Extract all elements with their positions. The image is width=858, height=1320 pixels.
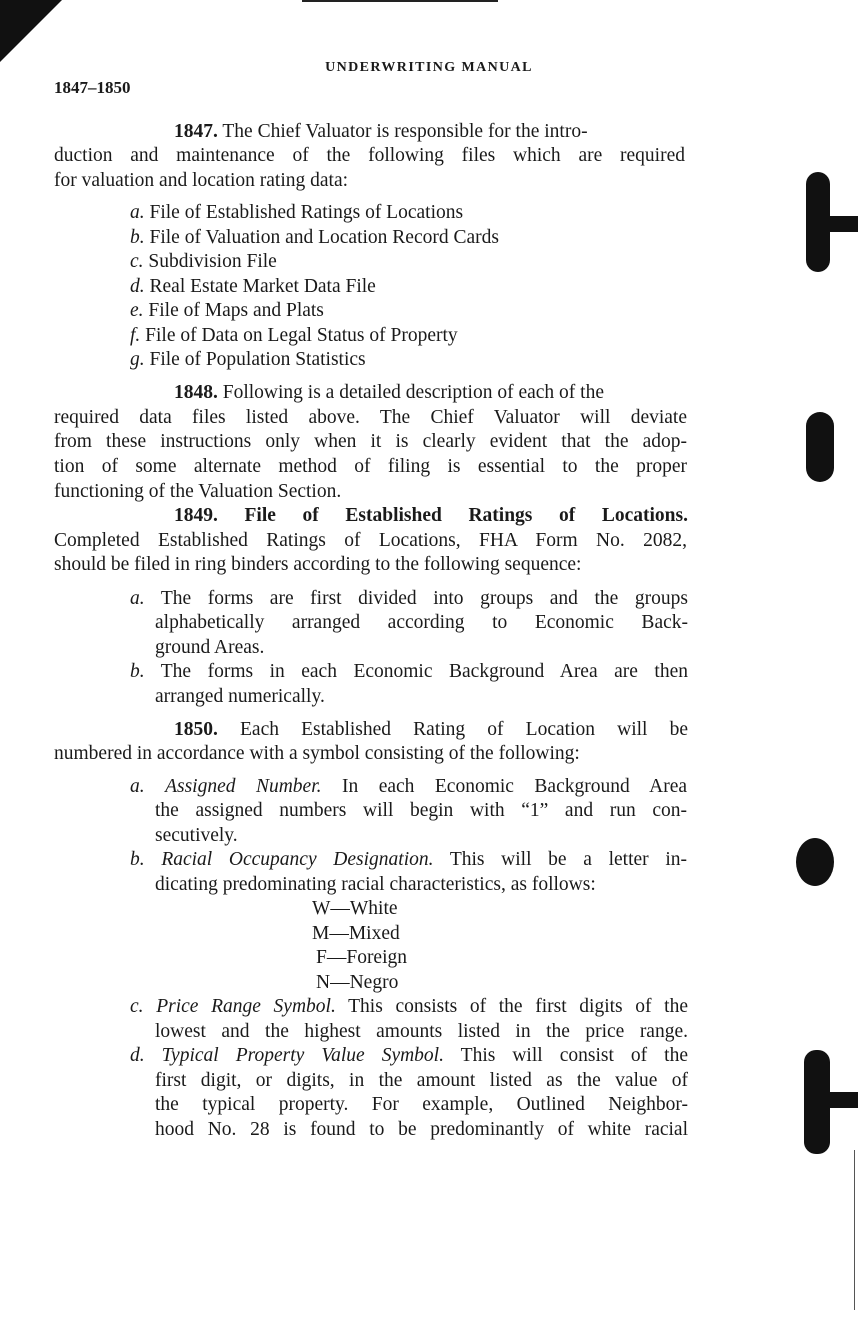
- racial-code: N—Negro: [316, 972, 399, 993]
- section-number: 1850.: [174, 719, 218, 740]
- paragraph-1850-line: 1850. Each Established Rating of Location will be: [174, 719, 688, 740]
- corner-shadow: [0, 0, 62, 62]
- page-edge: [854, 1150, 855, 1310]
- paragraph-1847-line: duction and maintenance of the following files which are required: [54, 145, 685, 166]
- list-item-continuation: ground Areas.: [155, 637, 265, 658]
- list-item: g. File of Population Statistics: [130, 349, 366, 370]
- page-range: 1847–1850: [54, 78, 131, 97]
- list-item: c. Price Range Symbol. This consists of the first digits of the: [130, 996, 689, 1017]
- list-item: b. The forms in each Economic Background Area are then: [130, 661, 688, 682]
- list-item: a. Assigned Number. In each Economic Background Area: [130, 776, 687, 797]
- section-number: 1848.: [174, 382, 218, 403]
- top-rule: [302, 0, 498, 2]
- paragraph-1849-line: should be filed in ring binders according to the following sequence:: [54, 554, 582, 575]
- paragraph-1850-line: numbered in accordance with a symbol consisting of the following:: [54, 743, 580, 764]
- list-item: c. Subdivision File: [130, 251, 277, 272]
- list-item-continuation: first digit, or digits, in the amount listed as the value of: [155, 1070, 688, 1091]
- list-item: a. The forms are first divided into groups and the groups: [130, 588, 688, 609]
- paragraph-1849-line: Completed Established Ratings of Locations, FHA Form No. 2082,: [54, 530, 687, 551]
- list-item-continuation: the assigned numbers will begin with “1” and run con-: [155, 800, 687, 821]
- list-item-continuation: the typical property. For example, Outlined Neighbor-: [155, 1094, 688, 1115]
- list-item-continuation: arranged numerically.: [155, 686, 325, 707]
- index-tab-marker: [822, 216, 858, 232]
- paragraph-1848-line: required data files listed above. The Chief Valuator will deviate: [54, 407, 687, 428]
- section-heading-1849: 1849. File of Established Ratings of Locations.: [174, 505, 688, 526]
- running-head: UNDERWRITING MANUAL: [325, 60, 533, 75]
- list-item-continuation: secutively.: [155, 825, 238, 846]
- paragraph-1848-line: tion of some alternate method of filing is essential to the proper: [54, 456, 687, 477]
- racial-code: F—Foreign: [316, 947, 408, 968]
- section-number: 1847.: [174, 121, 218, 142]
- list-item: d. Real Estate Market Data File: [130, 276, 376, 297]
- list-item: a. File of Established Ratings of Locations: [130, 202, 464, 223]
- list-item: d. Typical Property Value Symbol. This will consist of the: [130, 1045, 688, 1066]
- index-tab-marker: [806, 412, 834, 482]
- paragraph-1848-line: functioning of the Valuation Section.: [54, 481, 342, 502]
- list-item: f. File of Data on Legal Status of Property: [130, 325, 458, 346]
- paragraph-1847-line: for valuation and location rating data:: [54, 170, 349, 191]
- paragraph-1848-line: 1848. Following is a detailed description of each of the: [174, 382, 604, 403]
- racial-code: W—White: [312, 898, 398, 919]
- list-item: e. File of Maps and Plats: [130, 300, 324, 321]
- racial-code: M—Mixed: [312, 923, 400, 944]
- list-item-continuation: hood No. 28 is found to be predominantly of white racial: [155, 1119, 688, 1140]
- index-tab-marker: [796, 838, 834, 886]
- index-tab-marker: [822, 1092, 858, 1108]
- list-item-continuation: alphabetically arranged according to Economic Back-: [155, 612, 688, 633]
- list-item-continuation: lowest and the highest amounts listed in the price range.: [155, 1021, 688, 1042]
- list-item: b. Racial Occupancy Designation. This will be a letter in-: [130, 849, 687, 870]
- paragraph-1847-line: 1847. The Chief Valuator is responsible for the intro-: [174, 121, 588, 142]
- list-item: b. File of Valuation and Location Record Cards: [130, 227, 499, 248]
- paragraph-1848-line: from these instructions only when it is clearly evident that the adop-: [54, 431, 687, 452]
- list-item-continuation: dicating predominating racial characteristics, as follows:: [155, 874, 596, 895]
